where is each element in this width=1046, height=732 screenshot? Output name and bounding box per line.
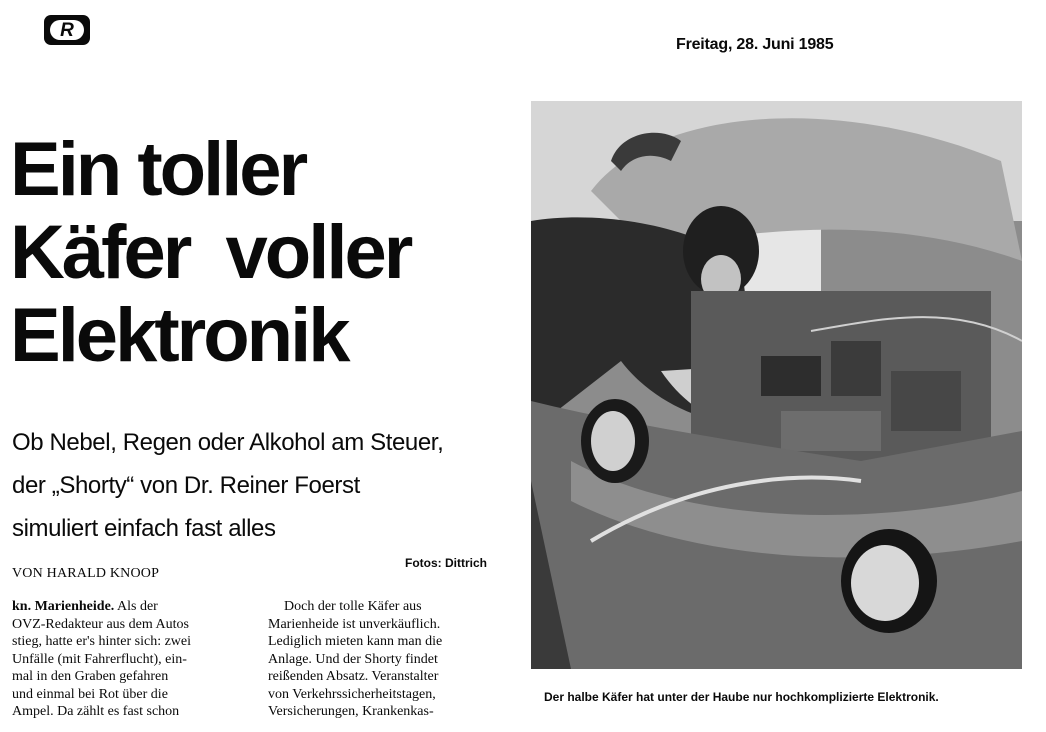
body-line: Versicherungen, Krankenkas- [268, 704, 434, 719]
beetle-engine-photo [531, 101, 1022, 669]
subheadline-line: Ob Nebel, Regen oder Alkohol am Steuer, [12, 429, 444, 456]
body-line: mal in den Graben gefahren [12, 669, 169, 684]
headline-line: Käfer voller [10, 210, 411, 295]
newspaper-logo [44, 15, 90, 45]
dateline: kn. Marienheide. [12, 599, 115, 614]
body-line: Anlage. Und der Shorty findet [268, 651, 438, 667]
body-line: Unfälle (mit Fahrerflucht), ein- [12, 651, 187, 667]
photo-credit: Fotos: Dittrich [405, 556, 487, 570]
body-line: reißenden Absatz. Veranstalter [268, 669, 439, 684]
logo-letter: R [50, 20, 84, 40]
body-column-2 [268, 598, 506, 721]
body-line: stieg, hatte er's hinter sich: zwei [12, 634, 192, 649]
body-line: Lediglich mieten kann man die [268, 634, 443, 649]
photo-caption: Der halbe Käfer hat unter der Haube nur hochkomplizierte Elektronik. [544, 690, 939, 704]
body-column-1 [12, 598, 248, 721]
subheadline-line: simuliert einfach fast alles [12, 515, 276, 542]
issue-date: Freitag, 28. Juni 1985 [676, 36, 834, 53]
body-line: kn. Marienheide. Als der [12, 599, 158, 614]
body-line: Doch der tolle Käfer aus [284, 599, 422, 614]
article-subheadline [12, 421, 532, 550]
body-line: Marienheide ist unverkäuflich. [268, 616, 441, 632]
article-headline [10, 128, 520, 377]
subheadline-line: der „Shorty“ von Dr. Reiner Foerst [12, 472, 360, 499]
body-line: OVZ-Redakteur aus dem Autos [12, 616, 189, 632]
author-byline: VON HARALD KNOOP [12, 566, 160, 581]
headline-line: Elektronik [10, 293, 348, 378]
headline-line: Ein toller [10, 127, 306, 212]
body-line: und einmal bei Rot über die [12, 686, 168, 702]
body-line: Ampel. Da zählt es fast schon [12, 704, 180, 719]
article-photo [531, 101, 1022, 669]
body-line: von Verkehrssicherheitstagen, [268, 686, 436, 702]
